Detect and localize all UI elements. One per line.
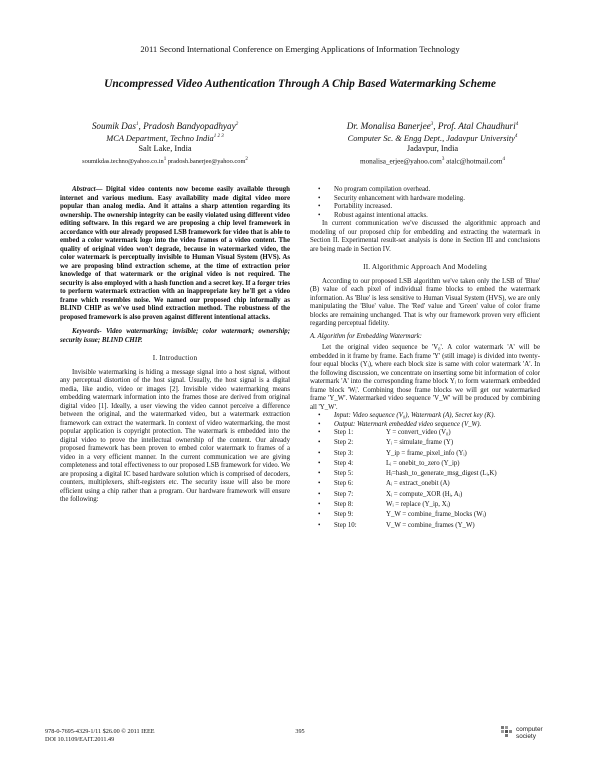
logo-mark-icon [500, 725, 514, 741]
bullet-icon: • [318, 470, 321, 478]
bullet-icon: • [318, 194, 321, 202]
list-item-text: No program compilation overhead. [334, 186, 431, 193]
list-item [310, 203, 540, 212]
bullet-icon: • [318, 203, 321, 210]
intro-paragraph: Invisible watermarking is hiding a message signal into a host signal, without any perceptual distortion of the host signal. Usually, the host signal is a digital media, like audio, video or images [2]. Invisible video watermarking means embedding watermark information into the frames those are derived from original digital video [1]. Ideally, a user viewing the video cannot perceive a difference between the original, and the watermarked video, but a watermark extraction framework can extract the watermark. In context of video watermarking, the most popular application is copyright protection. The watermark is embedded into the digital video to prove the intellectual ownership of the content. Our already proposed framework has been proven to embed color watermark to frames of a video in a very efficient manner. In the current communication we are giving completeness and total effectiveness to our proposed LSB framework for video. We are proposing a digital IC based hardware solution which is comprised of decoders, counters, multiplexers, shift-registers etc. The security issue will also be more efficient using a chip rather than a program. Our hardware framework will ensure the following: [60, 368, 290, 503]
step-text: Lᵢ = onebit_to_zero (Y_ip) [386, 459, 460, 467]
abstract-label: Abstract— [72, 186, 103, 193]
bullet-icon: • [318, 480, 321, 488]
list-item [310, 412, 540, 421]
email-sup: 4 [502, 156, 505, 162]
bullet-icon: • [318, 420, 321, 428]
author-sup: 1 [135, 122, 139, 127]
list-item [310, 212, 540, 221]
step-item [310, 491, 540, 501]
author-sup: 2 [235, 122, 239, 127]
step-label: Step 2: [334, 439, 354, 447]
email-sup: 1 [163, 156, 167, 162]
right-column [310, 186, 540, 532]
email: soumikdas.techno@yahoo.co.in [82, 157, 164, 165]
list-item-text: Security enhancement with hardware modeling. [334, 194, 465, 202]
bullet-icon: • [318, 501, 321, 509]
email: monalisa_erjee@yahoo.com [360, 157, 442, 166]
author-email[interactable] [60, 155, 270, 168]
step-label: Step 3: [334, 449, 354, 457]
io-text: Watermark embedded video sequence (V_W). [357, 420, 482, 428]
step-label: Step 9: [334, 511, 354, 519]
list-item [310, 186, 540, 195]
step-text: Y_ip = frame_pixel_info (Yᵢ) [386, 449, 467, 457]
step-text: Y = convert_video (V₀) [386, 429, 451, 436]
step-label: Step 5: [334, 470, 354, 478]
algorithm-paragraph: According to our proposed LSB algorithm we've taken only the LSB of 'Blue' (B) value of each pixel of individual frame blocks to embed the watermark information. As 'Blue' is less sensitive to Human Visual System (HVS), we are only manipulating the 'Blue' value. The 'Red' value and 'Green' value of color frame blocks are remaining unchanged. That is why our framework proven very efficient regarding perceptual fidelity. [310, 277, 540, 327]
author-city: Jadavpur, India [406, 144, 459, 154]
abstract [60, 186, 290, 322]
bullet-icon: • [318, 429, 321, 436]
bullet-icon: • [318, 412, 321, 419]
step-text: Y_W = combine_frame_blocks (Wᵢ) [386, 511, 487, 519]
step-text: Aᵢ = extract_onebit (A) [386, 480, 450, 488]
email: atalc@hotmail.com [444, 157, 503, 166]
step-item [310, 450, 540, 460]
step-text: Yᵢ = simulate_frame (Y) [386, 439, 454, 447]
section-heading-introduction: I. Introduction [152, 354, 198, 362]
step-item [310, 470, 540, 480]
bullet-icon: • [318, 449, 321, 457]
embedding-paragraph: Let the original video sequence be 'V₀'. A color watermark 'A' will be embedded in it frame by frame. Each frame 'Y' (still image) is divided into twenty-four equal blocks (Yᵢ), where each block size is same with color watermark 'A'. In the following discussion, we concentrate on inserting some bit information of color watermark 'A' into the corresponding frame block Yᵢ to form watermark embedded frame block 'Wᵢ'. Combining those frame blocks we will get our watermarked frame 'Y_W'. Watermarked video sequence 'V_W' will be produced by combining all 'Y_W'. [310, 344, 540, 411]
author-names: Soumik Das [91, 121, 136, 132]
keywords-text: Video watermarking; invisible; color watermark; ownership; security issue; BLIND CHIP. [60, 328, 290, 344]
organization-paragraph: In current communication we've discussed the algorithmic approach and modeling of our proposed chip for embedding and extracting the watermark in Section II. Experimental result-set analysis is done in Section III and conclusions are being made in Section IV. [310, 220, 540, 253]
io-text: Video sequence (V₀), Watermark (A), Secret key (K). [352, 412, 496, 419]
author-sup: 3 [430, 122, 434, 127]
author-names: Dr. Monalisa Banerjee [346, 121, 431, 132]
author-names: , Prof. Atal Chaudhuri [433, 121, 516, 132]
paper-title: Uncompressed Video Authentication Through A Chip Based Watermarking Scheme [104, 78, 496, 90]
author-names: , Pradosh Bandyopadhyay [138, 121, 236, 132]
bullet-icon: • [318, 186, 321, 193]
author-sup: 4 [515, 122, 519, 127]
list-item [310, 195, 540, 204]
list-item-text: Portability increased. [334, 203, 393, 210]
step-label: Step 8: [334, 501, 354, 509]
subsection-heading: A. Algorithm for Embedding Watermark: [310, 332, 422, 340]
step-item [310, 511, 540, 521]
author-email[interactable] [325, 155, 540, 167]
io-list [310, 412, 540, 429]
logo-text-computer: computer [516, 726, 543, 733]
step-item [310, 501, 540, 511]
bullet-icon: • [318, 459, 321, 467]
keywords [60, 328, 290, 345]
step-item [310, 429, 540, 439]
step-label: Step 10: [334, 521, 357, 529]
author-block-left [60, 120, 270, 167]
footer-isbn: 978-0-7695-4329-1/11 $26.00 © 2011 IEEE [45, 728, 155, 735]
bullet-icon: • [318, 211, 321, 219]
step-item [310, 480, 540, 490]
bullet-icon: • [318, 521, 321, 529]
list-item [310, 421, 540, 430]
step-item [310, 522, 540, 532]
affil-sup: 4 [514, 133, 518, 139]
footer-doi: DOI 10.1109/EAIT.2011.49 [45, 736, 115, 743]
step-text: V_W = combine_frames (Y_W) [386, 521, 475, 529]
step-label: Step 1: [334, 429, 354, 436]
bullet-icon: • [318, 511, 321, 519]
email: pradosh.banerjee@yahoo.com [166, 157, 246, 165]
step-text: Xᵢ = compute_XOR (Hᵢ, Aᵢ) [386, 490, 463, 498]
logo-text-society: society [516, 732, 536, 740]
email-sup: 3 [441, 156, 445, 162]
steps-list [310, 429, 540, 532]
step-item [310, 439, 540, 449]
email-sup: 2 [245, 156, 248, 162]
footer-left [45, 728, 245, 744]
step-label: Step 4: [334, 459, 354, 467]
author-block-right [325, 120, 540, 167]
author-affiliation: MCA Department, Techno India [106, 133, 214, 143]
bullet-icon: • [318, 490, 321, 498]
step-label: Step 6: [334, 480, 354, 488]
author-city: Salt Lake, India [138, 144, 192, 154]
list-item-text: Robust against intentional attacks. [334, 211, 428, 219]
affil-sup: 1 2 3 [213, 133, 224, 139]
step-label: Step 7: [334, 490, 354, 498]
step-text: Hᵢ=hash_to_generate_msg_digest (Lᵢ,K) [386, 470, 497, 478]
feature-list [310, 186, 540, 220]
io-label: Output: [334, 420, 356, 428]
bullet-icon: • [318, 439, 321, 447]
step-text: Wᵢ = replace (Y_ip, Xᵢ) [386, 501, 451, 509]
keywords-label: Keywords- [72, 328, 102, 335]
abstract-text: Digital video contents now become easily available through internet and various medium. Easy availability made digital video more popular than analog media. And it attains a sharp attention regarding its ownership. The ownership integrity can be easily violated using different video editing software. In this regard we are proposing a chip level framework in accordance with our already proposed LSB framework for video that is able to embed a color watermark logo into the video frames of a video content. The quality of original video won't degrade, because in watermarked video, the color watermark is perceptually invisible to Human Visual System (HVS). As we are proposing blind extraction scheme, at the time of extraction prior knowledge of that watermark or the original video is not required. The security is also employed with a hash function and a secret key. If a forger tries to perform watermark extraction with an inappropriate key he'll get a video frame which resembles noise. We named our proposed chip informally as BLIND CHIP as we've used blind extraction method. The robustness of the proposed framework is also proven against different intentional attacks. [60, 186, 290, 321]
io-label: Input: [334, 412, 351, 419]
author-affiliation: Computer Sc. & Engg Dept., Jadavpur University [347, 133, 515, 143]
conference-header: 2011 Second International Conference on Emerging Applications of Information Technology [140, 44, 460, 54]
left-column [60, 186, 290, 505]
page-number: 395 [295, 728, 305, 735]
step-item [310, 460, 540, 470]
section-heading-algorithm: II. Algorithmic Approach And Modeling [363, 263, 487, 271]
ieee-computer-society-logo [500, 721, 560, 747]
